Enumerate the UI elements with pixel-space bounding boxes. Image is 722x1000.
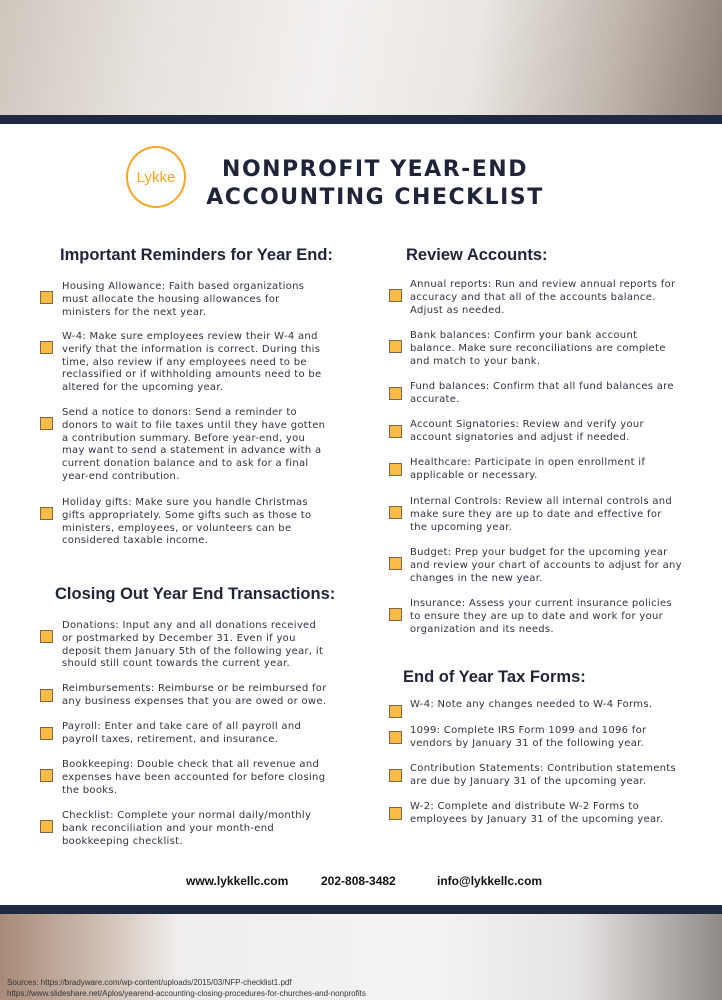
checkbox[interactable] <box>40 417 53 430</box>
section-heading-closing: Closing Out Year End Transactions: <box>55 585 336 603</box>
section-heading-tax: End of Year Tax Forms: <box>403 668 586 686</box>
checkbox[interactable] <box>389 289 402 302</box>
checkbox[interactable] <box>389 807 402 820</box>
checkbox[interactable] <box>40 291 53 304</box>
checklist-item-text: Checklist: Complete your normal daily/monthly bank reconciliation and your month-end bookkeeping checklist. <box>62 810 312 847</box>
checklist-item-text: 1099: Complete IRS Form 1099 and 1096 for vendors by January 31 of the following year. <box>410 725 647 749</box>
website-link[interactable]: www.lykkellc.com <box>186 874 289 888</box>
header-photo <box>0 0 722 115</box>
checkbox[interactable] <box>389 769 402 782</box>
source-line-1: Sources: https://bradyware.com/wp-content/uploads/2015/03/NFP-checklist1.pdf <box>7 978 292 987</box>
top-divider-bar <box>0 115 722 124</box>
checklist-item-text: Account Signatories: Review and verify your account signatories and adjust if needed. <box>410 419 644 443</box>
checkbox[interactable] <box>389 608 402 621</box>
phone-number: 202-808-3482 <box>321 874 396 888</box>
bottom-divider-bar <box>0 905 722 914</box>
checklist-item-text: Payroll: Enter and take care of all payroll and payroll taxes, retirement, and insurance. <box>62 721 302 745</box>
title-line-1: NONPROFIT YEAR-END <box>222 157 528 182</box>
checklist-item-text: W-4: Make sure employees review their W-4 and verify that the information is correct. During this time, also review if any employees need to be reclassified or if withholding amounts need to be altered for the upcoming year. <box>62 331 322 394</box>
source-line-2: https://www.slideshare.net/Aplos/yearend-accounting-closing-procedures-for-churches-and-nonprofits <box>7 989 366 998</box>
title-line-2: ACCOUNTING CHECKLIST <box>206 185 544 210</box>
checkbox[interactable] <box>389 705 402 718</box>
checkbox[interactable] <box>389 340 402 353</box>
checklist-item-text: Fund balances: Confirm that all fund balances are accurate. <box>410 381 674 405</box>
email-link[interactable]: info@lykkellc.com <box>437 874 543 888</box>
page-title <box>200 156 550 212</box>
checklist-item-text: Housing Allowance: Faith based organizations must allocate the housing allowances for ministers for the next year. <box>62 281 305 318</box>
checklist-item-text: Donations: Input any and all donations received or postmarked by December 31. Even if you deposit them January 5th of the following year, it should still count towards the current year. <box>62 620 324 670</box>
checklist-item-text: Internal Controls: Review all internal controls and make sure they are up to date and effective for the upcoming year. <box>410 496 673 533</box>
checkbox[interactable] <box>389 425 402 438</box>
checklist-item-text: Healthcare: Participate in open enrollment if applicable or necessary. <box>410 457 646 481</box>
checkbox[interactable] <box>389 731 402 744</box>
lykke-logo <box>126 146 186 208</box>
checkbox[interactable] <box>389 506 402 519</box>
logo-text: Lykke <box>136 168 176 186</box>
checkbox[interactable] <box>389 463 402 476</box>
section-heading-reminders: Important Reminders for Year End: <box>60 246 333 264</box>
footer-photo <box>0 914 722 1000</box>
checkbox[interactable] <box>40 689 53 702</box>
checkbox[interactable] <box>40 507 53 520</box>
checkbox[interactable] <box>40 341 53 354</box>
checklist-item-text: Send a notice to donors: Send a reminder to donors to wait to file taxes until they have gotten a contribution summary. Before year-end, you may want to send a statement in advance with a current donation balance and to ask for a final year-end contribution. <box>62 407 326 482</box>
section-heading-review: Review Accounts: <box>406 246 548 264</box>
checkbox[interactable] <box>40 769 53 782</box>
checklist-item-text: Reimbursements: Reimburse or be reimbursed for any business expenses that you are owed or owe. <box>62 683 327 707</box>
checklist-item-text: Annual reports: Run and review annual reports for accuracy and that all of the accounts balance. Adjust as needed. <box>410 279 676 316</box>
checklist-item-text: W-4: Note any changes needed to W-4 Forms. <box>410 699 653 710</box>
checkbox[interactable] <box>389 387 402 400</box>
checkbox[interactable] <box>389 557 402 570</box>
checklist-item-text: Holiday gifts: Make sure you handle Christmas gifts appropriately. Some gifts such as those to ministers, employees, or volunteers can be considered taxable income. <box>62 497 312 547</box>
checklist-item-text: Bookkeeping: Double check that all revenue and expenses have been accounted for before closing the books. <box>62 759 326 796</box>
checklist-item-text: W-2: Complete and distribute W-2 Forms to employees by January 31 of the upcoming year. <box>410 801 664 825</box>
checkbox[interactable] <box>40 630 53 643</box>
checkbox[interactable] <box>40 727 53 740</box>
checkbox[interactable] <box>40 820 53 833</box>
checklist-item-text: Bank balances: Confirm your bank account balance. Make sure reconciliations are complete and match to your bank. <box>410 330 666 367</box>
checklist-item-text: Contribution Statements: Contribution statements are due by January 31 of the upcoming year. <box>410 763 677 787</box>
checklist-item-text: Budget: Prep your budget for the upcoming year and review your chart of accounts to adjust for any changes in the new year. <box>410 547 682 584</box>
checklist-item-text: Insurance: Assess your current insurance policies to ensure they are up to date and work for your organization and its needs. <box>410 598 672 635</box>
